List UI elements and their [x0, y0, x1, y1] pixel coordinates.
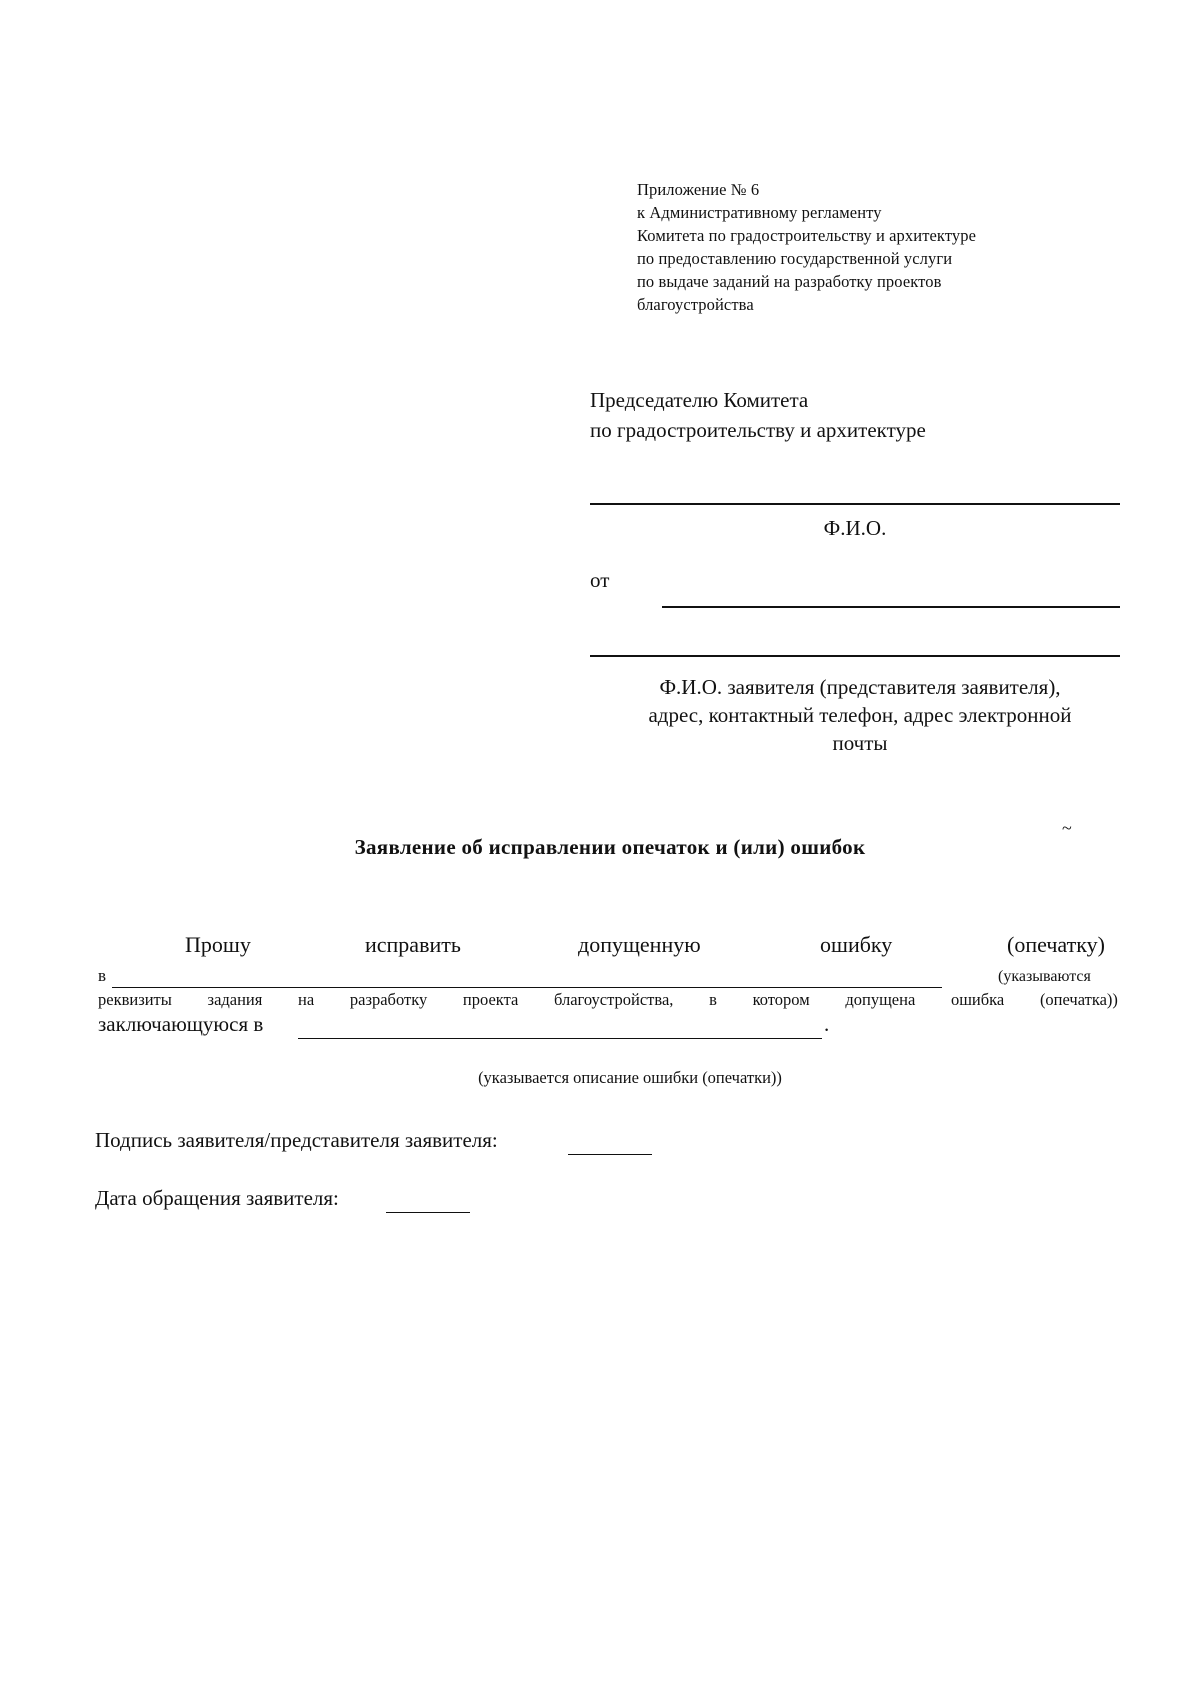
applicant-name-field[interactable] [662, 606, 1120, 608]
request-word: (опечатку) [1007, 932, 1105, 957]
appendix-line: благоустройства [637, 295, 754, 314]
applicant-details-field[interactable] [590, 655, 1120, 657]
hint-word: котором [752, 990, 810, 1009]
signature-label: Подпись заявителя/представителя заявителя: [95, 1128, 498, 1152]
appendix-line: по предоставлению государственной услуги [637, 249, 953, 268]
applicant-caption-line: адрес, контактный телефон, адрес электронной [648, 703, 1072, 727]
hint-word: (опечатка)) [1039, 990, 1118, 1009]
request-hint: (указываются [998, 968, 1091, 985]
addressee-line: по градостроительству и архитектуре [590, 418, 926, 442]
request-word: ошибку [820, 932, 893, 957]
hint-word: задания [207, 990, 263, 1009]
applicant-caption-line: почты [832, 731, 888, 755]
request-word: Прошу [185, 932, 251, 957]
error-caption: (указывается описание ошибки (опечатки)) [478, 1068, 782, 1087]
sentence-end: . [824, 1012, 830, 1036]
chairman-name-field[interactable] [590, 503, 1120, 505]
fio-label: Ф.И.О. [823, 516, 887, 540]
hint-word: благоустройства, [554, 990, 674, 1009]
hint-word: допущена [845, 990, 916, 1009]
applicant-caption [580, 673, 1140, 757]
appendix-line: Комитета по градостроительству и архитектуре [637, 226, 977, 245]
date-field[interactable] [386, 1212, 470, 1213]
addressee-block [590, 385, 926, 445]
error-description-field[interactable] [298, 1038, 822, 1039]
request-word: исправить [365, 932, 461, 957]
from-label: от [590, 568, 610, 592]
hint-word: разработку [349, 990, 428, 1009]
error-location-label: заключающуюся в [98, 1012, 264, 1036]
request-hint-continuation [98, 990, 1118, 1010]
hint-word: в [709, 990, 717, 1009]
signature-field[interactable] [568, 1154, 652, 1155]
hint-word: проекта [462, 990, 519, 1009]
addressee-line: Председателю Комитета [590, 388, 809, 412]
appendix-header [637, 178, 976, 316]
appendix-line: к Административному регламенту [637, 203, 882, 222]
request-word: допущенную [578, 932, 701, 957]
document-title: Заявление об исправлении опечаток и (или) ошибок [354, 835, 866, 859]
request-prefix-v: в [98, 966, 107, 985]
applicant-caption-line: Ф.И.О. заявителя (представителя заявителя), [659, 675, 1061, 699]
task-details-field[interactable] [112, 987, 942, 988]
hint-word: реквизиты [98, 990, 172, 1009]
date-label: Дата обращения заявителя: [95, 1186, 339, 1210]
hint-word: ошибка [950, 990, 1005, 1009]
appendix-line: Приложение № 6 [637, 180, 760, 199]
appendix-line: по выдаче заданий на разработку проектов [637, 272, 942, 291]
stray-mark: ~ [1062, 818, 1072, 838]
hint-word: на [298, 990, 315, 1009]
